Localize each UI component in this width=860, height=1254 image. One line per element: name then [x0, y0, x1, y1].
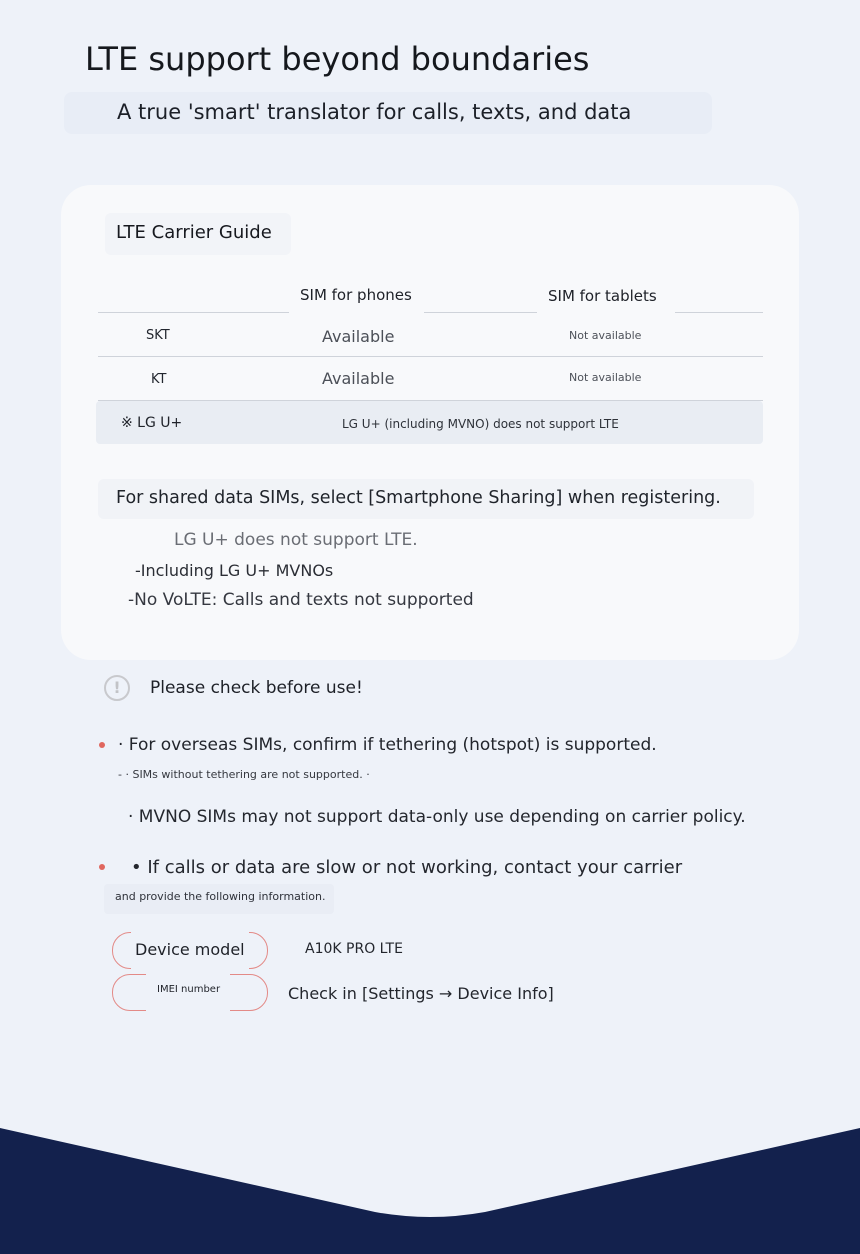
header-divider: [424, 312, 537, 313]
red-bullet-icon: [99, 864, 105, 870]
notice-item: · MVNO SIMs may not support data-only use depending on carrier policy.: [128, 807, 746, 827]
phones-availability: Available: [322, 369, 395, 388]
lg-note-line: -No VoLTE: Calls and texts not supported: [128, 590, 474, 610]
carrier-name: ※ LG U+: [121, 415, 183, 431]
lg-note-line: -Including LG U+ MVNOs: [135, 561, 334, 580]
notice-subitem: and provide the following information.: [115, 890, 326, 903]
device-model-label: Device model: [135, 940, 245, 959]
header-divider: [98, 312, 289, 313]
carrier-name: SKT: [146, 328, 170, 343]
shared-sim-note: For shared data SIMs, select [Smartphone Sharing] when registering.: [116, 488, 721, 508]
notice-item: • If calls or data are slow or not working, contact your carrier: [131, 857, 683, 878]
page-subtitle: A true 'smart' translator for calls, texts, and data: [117, 100, 632, 124]
column-header-tablets: SIM for tablets: [548, 287, 657, 305]
red-bullet-icon: [99, 742, 105, 748]
pill-gap: [131, 928, 249, 936]
phones-availability: Available: [322, 327, 395, 346]
pill-gap: [146, 970, 230, 978]
lg-note-line: LG U+ does not support LTE.: [174, 530, 418, 550]
exclamation-circle-icon: !: [104, 675, 130, 701]
pill-gap: [146, 1007, 230, 1015]
imei-label: IMEI number: [157, 984, 221, 995]
notice-item: · For overseas SIMs, confirm if tethering (hotspot) is supported.: [118, 735, 657, 755]
lg-unsupported-note: LG U+ (including MVNO) does not support LTE: [342, 417, 619, 431]
device-model-value: A10K PRO LTE: [305, 941, 403, 957]
row-divider: [98, 356, 763, 357]
imei-value: Check in [Settings → Device Info]: [288, 984, 554, 1003]
header-divider: [675, 312, 763, 313]
tablets-availability: Not available: [569, 371, 642, 384]
footer-wave: [0, 1120, 860, 1254]
notice-subitem: - · SIMs without tethering are not supported. ·: [118, 768, 370, 781]
tablets-availability: Not available: [569, 329, 642, 342]
column-header-phones: SIM for phones: [300, 286, 412, 304]
notice-title: Please check before use!: [150, 678, 363, 698]
guide-title: LTE Carrier Guide: [116, 222, 272, 243]
carrier-name: KT: [151, 372, 167, 387]
page-title: LTE support beyond boundaries: [85, 40, 590, 78]
